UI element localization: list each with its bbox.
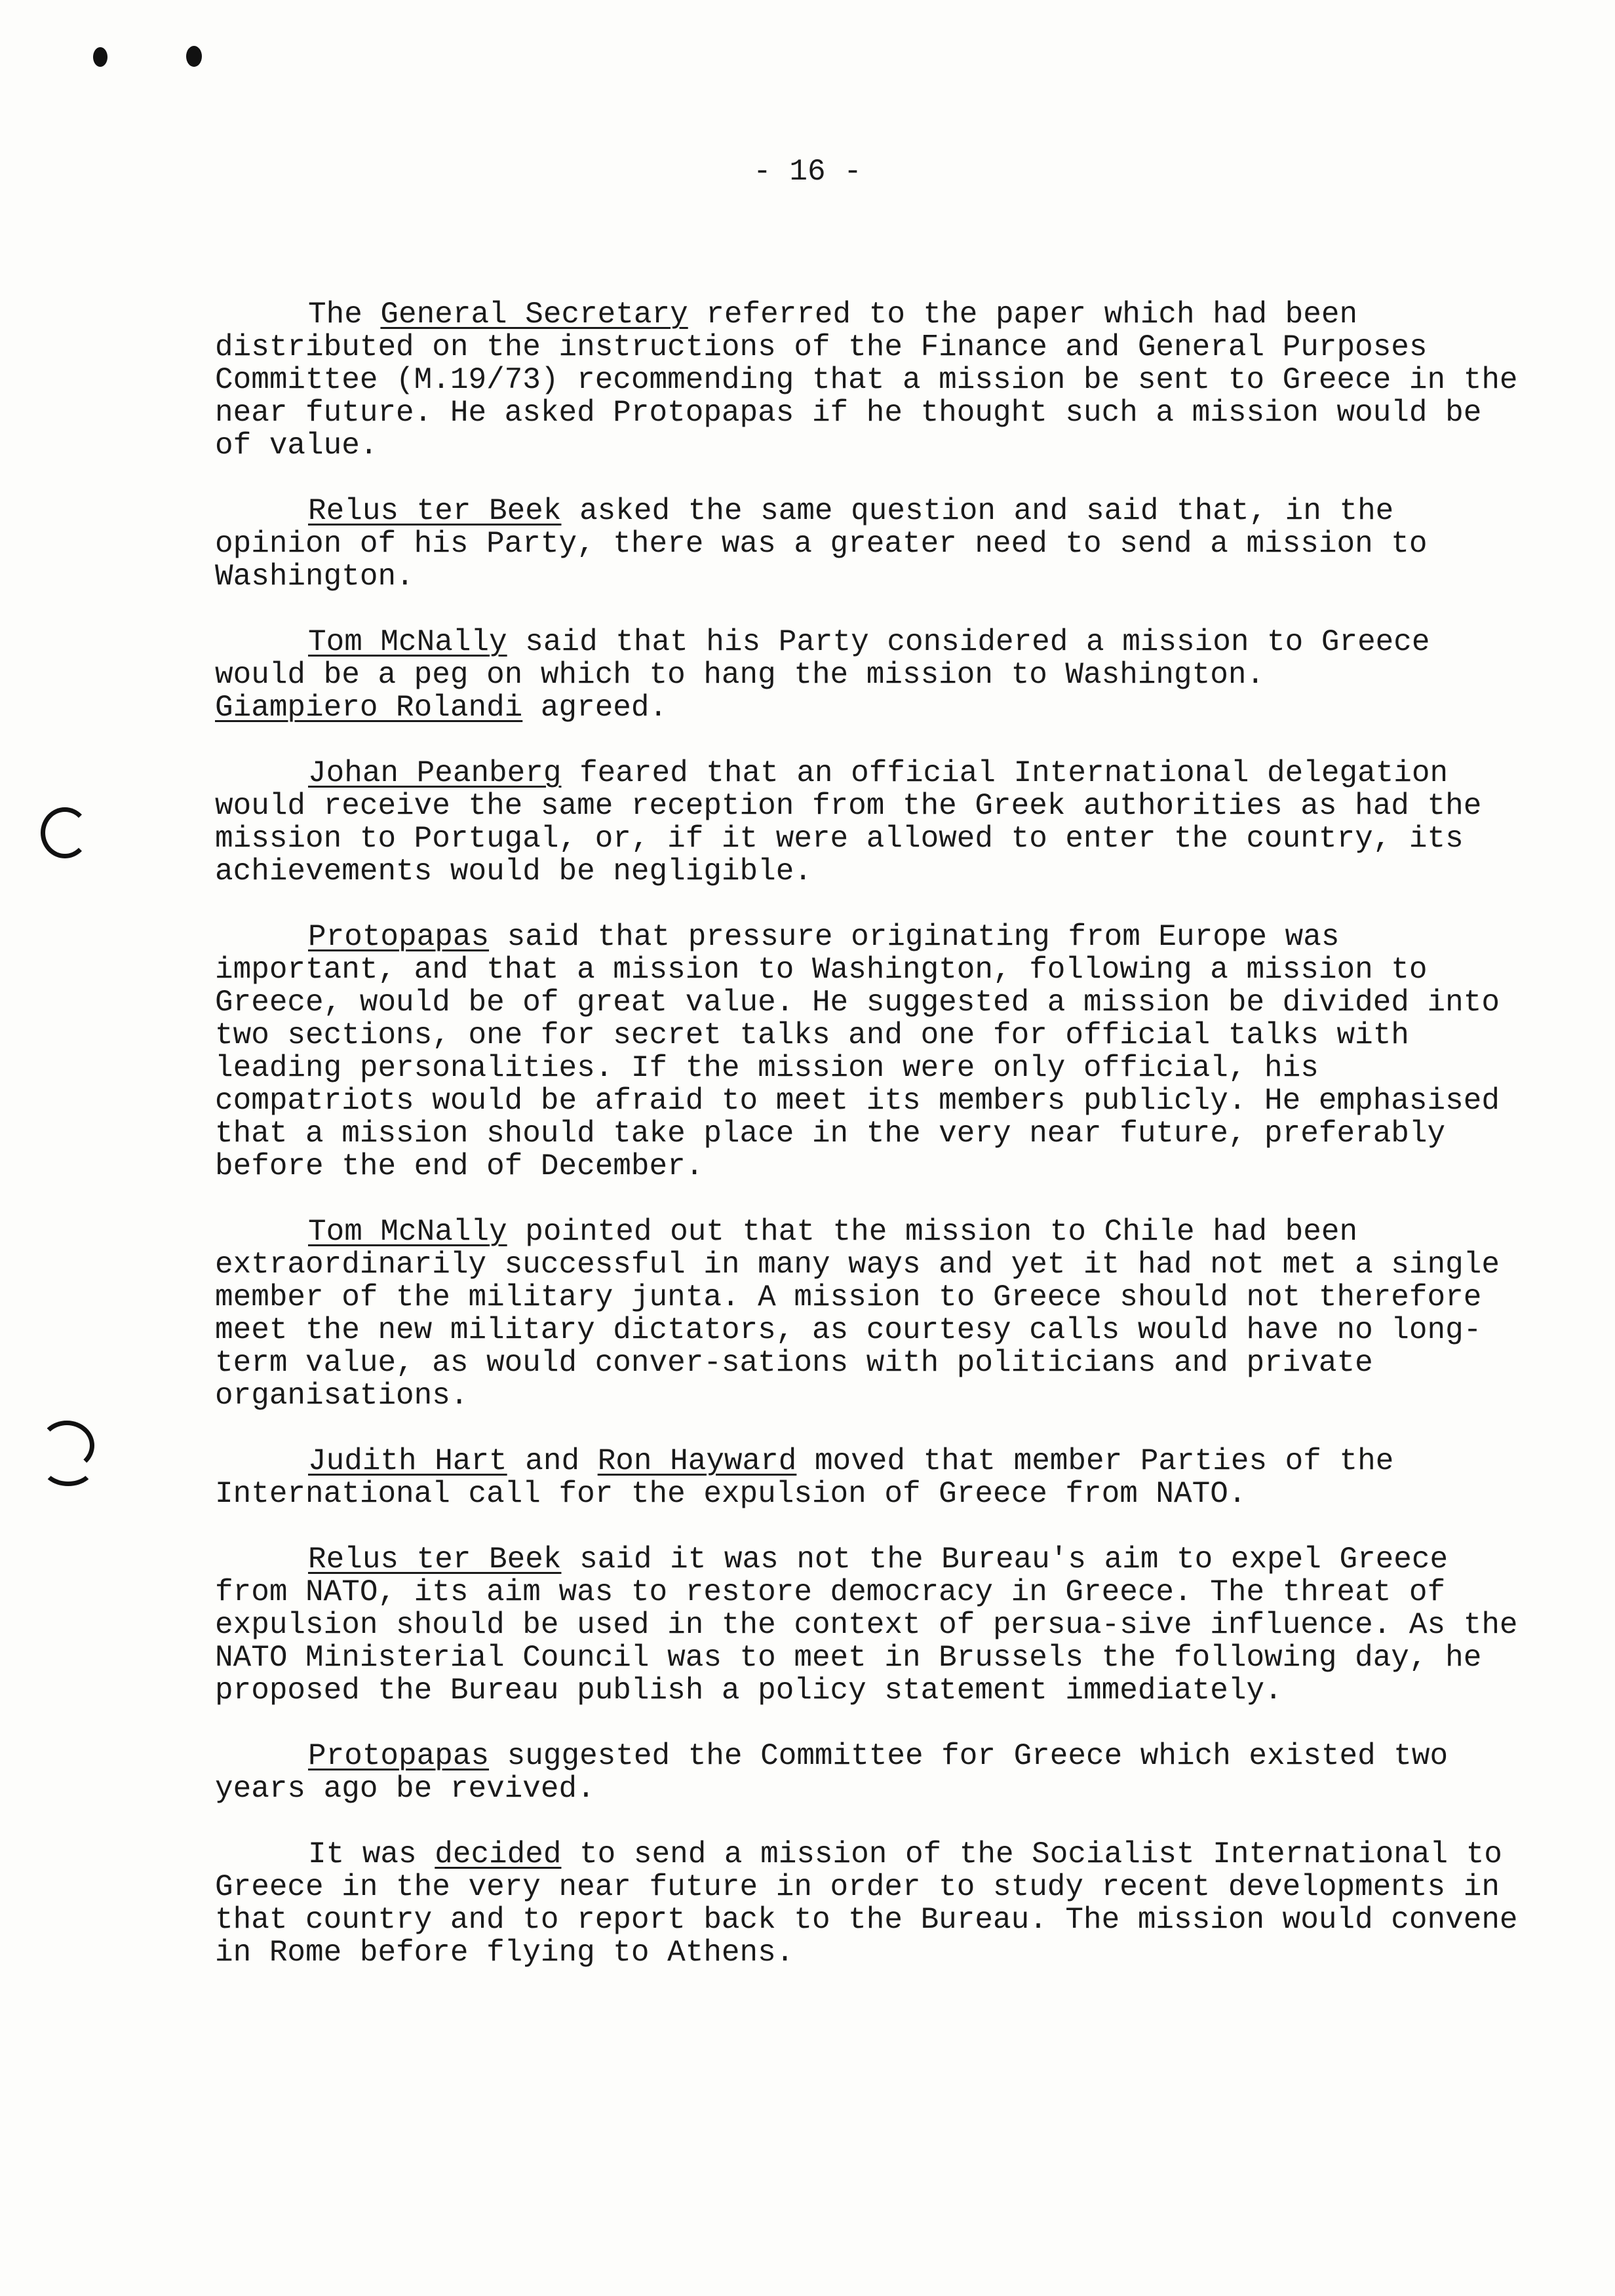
decision-keyword: decided bbox=[435, 1837, 562, 1871]
paragraph-text: feared that an official International delegation would receive the same reception from the Greek authorities as had the mission to Portugal, or, if it were allowed to enter the country, its achievements would be negligible. bbox=[215, 756, 1482, 889]
paragraph-mcnally-2 bbox=[215, 1215, 1519, 1412]
ink-blot-mark bbox=[93, 47, 107, 67]
paragraph-mcnally-1 bbox=[215, 626, 1519, 724]
speaker-name: Tom McNally bbox=[308, 625, 507, 659]
paragraph-text-mid: and bbox=[507, 1444, 598, 1478]
paragraph-text: said it was not the Bureau's aim to expel Greece from NATO, its aim was to restore democracy in Greece. The threat of expulsion should be used in the context of persua-sive influence. As the NATO Ministerial Council was to meet in Brussels the following day, he proposed the Bureau publish a policy statement immediately. bbox=[215, 1542, 1518, 1708]
speaker-name-2: Giampiero Rolandi bbox=[215, 691, 523, 725]
ink-blot-mark-2 bbox=[186, 46, 202, 67]
paragraph-protopapas-2 bbox=[215, 1740, 1519, 1805]
paragraph-lead: It was bbox=[308, 1837, 435, 1871]
speaker-name: Judith Hart bbox=[308, 1444, 507, 1478]
paragraph-ter-beek-2 bbox=[215, 1543, 1519, 1707]
paragraph-text: asked the same question and said that, in the opinion of his Party, there was a greater need to send a mission to Washington. bbox=[215, 494, 1428, 594]
speaker-name: Protopapas bbox=[308, 1739, 490, 1773]
paragraph-protopapas-1 bbox=[215, 921, 1519, 1183]
paragraph-peanberg bbox=[215, 757, 1519, 888]
page-number: - 16 - bbox=[753, 155, 862, 189]
speaker-name-2: Ron Hayward bbox=[597, 1444, 797, 1478]
paragraph-text: said that his Party considered a mission to Greece would be a peg on which to hang the mission to Washington. bbox=[215, 625, 1430, 692]
paragraph-text: suggested the Committee for Greece which existed two years ago be revived. bbox=[215, 1739, 1449, 1806]
paragraph-hart-hayward bbox=[215, 1445, 1519, 1510]
paragraph-decision bbox=[215, 1838, 1519, 1969]
paragraph-general-secretary bbox=[215, 298, 1519, 462]
speaker-name: Relus ter Beek bbox=[308, 1542, 562, 1577]
punch-hole-mark bbox=[41, 807, 89, 858]
speaker-name: General Secretary bbox=[380, 297, 688, 332]
paragraph-text: to send a mission of the Socialist International to Greece in the very near future in order to study recent developments in that country and to report back to the Bureau. The mission would convene in Rome before flying to Athens. bbox=[215, 1837, 1518, 1970]
paragraph-text: referred to the paper which had been distributed on the instructions of the Finance and General Purposes Committee (M.19/73) recommending that a mission be sent to Greece in the near future. He asked Protopapas if he thought such a mission would be of value. bbox=[215, 297, 1518, 463]
minutes-body bbox=[215, 298, 1519, 2002]
speaker-name: Protopapas bbox=[308, 920, 490, 954]
speaker-name: Relus ter Beek bbox=[308, 494, 562, 528]
paragraph-text: said that pressure originating from Europe was important, and that a mission to Washington, following a mission to Greece, would be of great value. He suggested a mission be divided into two sections, one for secret talks and one for official talks with leading personalities. If the mission were only official, his compatriots would be afraid to meet its members publicly. He emphasised that a mission should take place in the very near future, preferably before the end of December. bbox=[215, 920, 1500, 1183]
speaker-name: Johan Peanberg bbox=[308, 756, 562, 790]
paragraph-lead: The bbox=[308, 297, 381, 332]
paragraph-text: moved that member Parties of the International call for the expulsion of Greece from NATO. bbox=[215, 1444, 1394, 1511]
punch-hole-mark-3 bbox=[41, 1444, 96, 1486]
paragraph-text-2: agreed. bbox=[522, 691, 668, 725]
paragraph-text: pointed out that the mission to Chile had been extraordinarily successful in many ways and yet it had not met a single member of the military junta. A mission to Greece should not therefore meet the new military dictators, as courtesy calls would have no long-term value, as would conver-sations with politicians and private organisations. bbox=[215, 1215, 1500, 1413]
speaker-name: Tom McNally bbox=[308, 1215, 507, 1249]
paragraph-ter-beek-1 bbox=[215, 495, 1519, 593]
